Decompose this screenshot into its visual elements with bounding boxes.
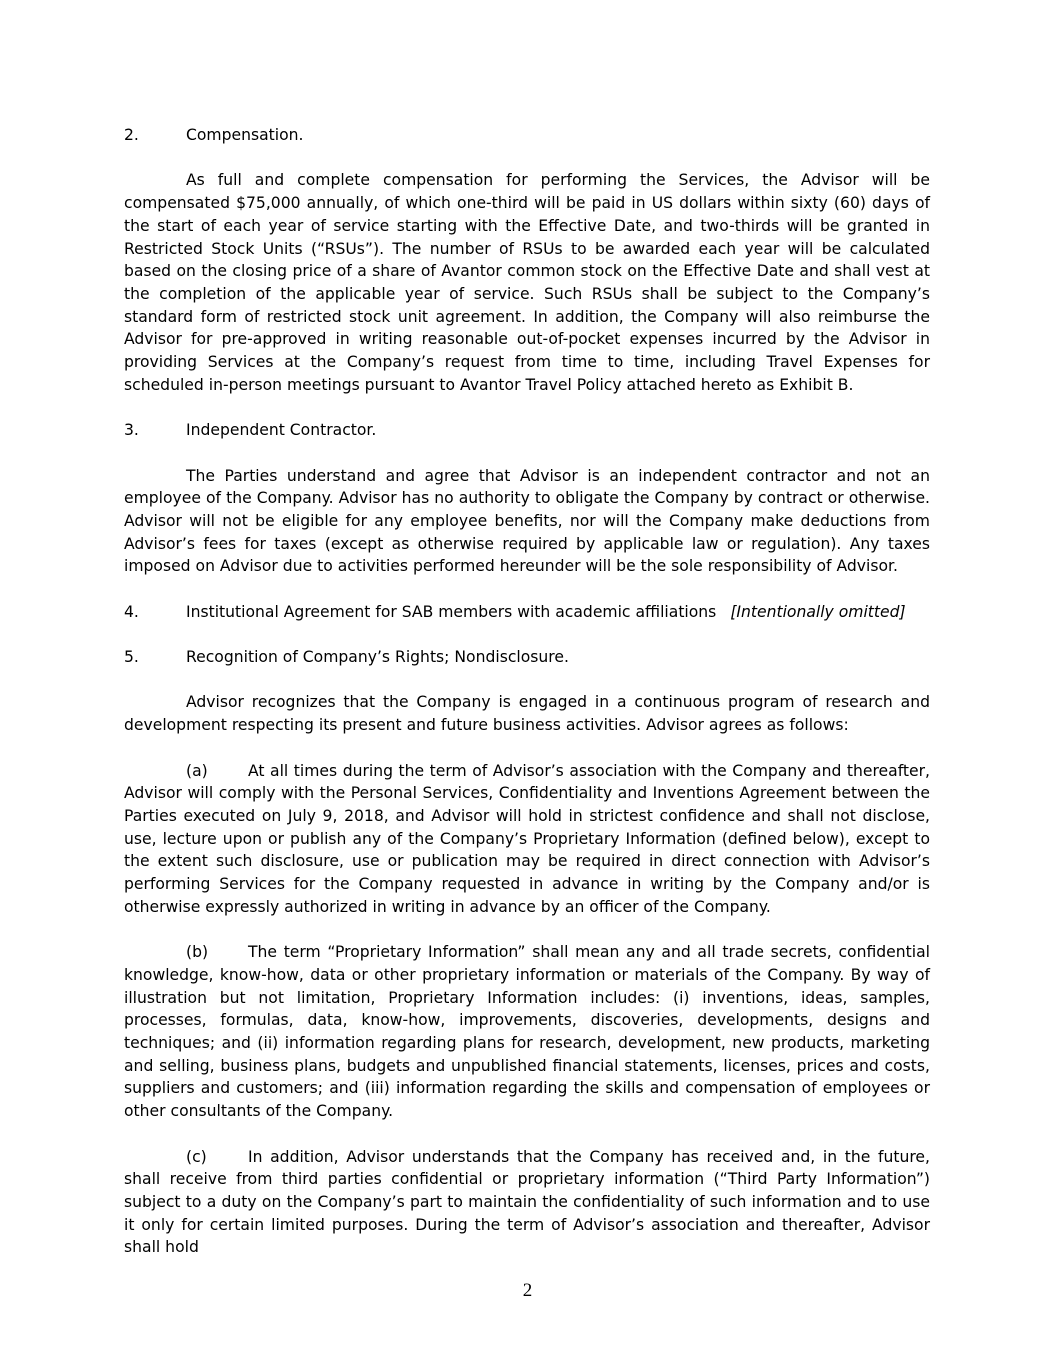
- section-number: 5.: [124, 648, 139, 667]
- section-2-heading: [124, 124, 930, 147]
- section-title: Compensation.: [186, 126, 304, 144]
- section-5-body: Advisor recognizes that the Company is engaged in a continuous program of research and development respecting its present and future business activities. Advisor agrees as follows:: [124, 693, 930, 735]
- section-3-heading: [124, 419, 930, 442]
- section-5-heading: [124, 646, 930, 669]
- section-number: 3.: [124, 421, 139, 440]
- section-title: Institutional Agreement for SAB members with academic affiliations: [186, 602, 717, 621]
- section-4-heading: [124, 601, 930, 624]
- subsection-label: (c): [186, 1147, 207, 1166]
- section-number: 4.: [124, 602, 139, 621]
- section-2-body: As full and complete compensation for performing the Services, the Advisor will be compensated $75,000 annually, of which one-third will be paid in US dollars within sixty (60) days of the start of each year of service starting with the Effective Date, and two-thirds will be granted in Restricted Stock Units (“RSUs”). The number of RSUs to be awarded each year will be calculated based on the closing price of a share of Avantor common stock on the Effective Date and shall vest at the completion of the applicable year of service. Such RSUs shall be subject to the Company’s standard form of restricted stock unit agreement. In addition, the Company will also reimburse the Advisor for pre-approved in writing reasonable out-of-pocket expenses incurred by the Advisor in providing Services at the Company’s request from time to time, including Travel Expenses for scheduled in-person meetings pursuant to Avantor Travel Policy attached hereto as Exhibit B.: [124, 171, 930, 394]
- section-number: 2.: [124, 126, 139, 144]
- page-number: 2: [522, 1280, 533, 1301]
- subsection-b: [124, 941, 930, 1123]
- subsection-c: [124, 1146, 930, 1260]
- subsection-text: At all times during the term of Advisor’s association with the Company and thereafter, Advisor will comply with the Personal Services, Confidentiality and Inventions Agreement between the Parties executed on July 9, 2018, and Advisor will hold in strictest confidence and shall not disclose, use, lecture upon or publish any of the Company’s Proprietary Information (defined below), except to the extent such disclosure, use or publication may be required in direct connection with Advisor’s performing Services for the Company requested in advance in writing by the Company and/or is otherwise expressly authorized in writing in advance by an officer of the Company.: [124, 761, 930, 916]
- subsection-text: The term “Proprietary Information” shall mean any and all trade secrets, confidential knowledge, know-how, data or other proprietary information or materials of the Company. By way of illustration but not limitation, Proprietary Information includes: (i) inventions, ideas, samples, processes, formulas, data, know-how, improvements, discoveries, developments, designs and techniques; and (ii) information regarding plans for research, development, new products, marketing and selling, business plans, budgets and unpublished financial statements, licenses, prices and costs, suppliers and customers; and (iii) information regarding the skills and compensation of employees or other consultants of the Company.: [124, 943, 930, 1121]
- section-3-body: The Parties understand and agree that Advisor is an independent contractor and not an employee of the Company. Advisor has no authority to obligate the Company by contract or otherwise. Advisor will not be eligible for any employee benefits, nor will the Company make deductions from Advisor’s fees for taxes (except as otherwise required by applicable law or regulation). Any taxes imposed on Advisor due to activities performed hereunder will be the sole responsibility of Advisor.: [124, 466, 930, 576]
- document-page: [124, 124, 930, 1282]
- subsection-a: [124, 760, 930, 919]
- section-title: Independent Contractor.: [186, 421, 377, 440]
- omitted-note: [Intentionally omitted]: [730, 602, 906, 621]
- section-title: Recognition of Company’s Rights; Nondisclosure.: [186, 648, 569, 667]
- subsection-label: (a): [186, 761, 208, 780]
- subsection-text: In addition, Advisor understands that the Company has received and, in the future, shall receive from third parties confidential or proprietary information (“Third Party Information”) subject to a duty on the Company’s part to maintain the confidentiality of such information and to use it only for certain limited purposes. During the term of Advisor’s association and thereafter, Advisor shall hold: [124, 1147, 930, 1257]
- subsection-label: (b): [186, 943, 209, 962]
